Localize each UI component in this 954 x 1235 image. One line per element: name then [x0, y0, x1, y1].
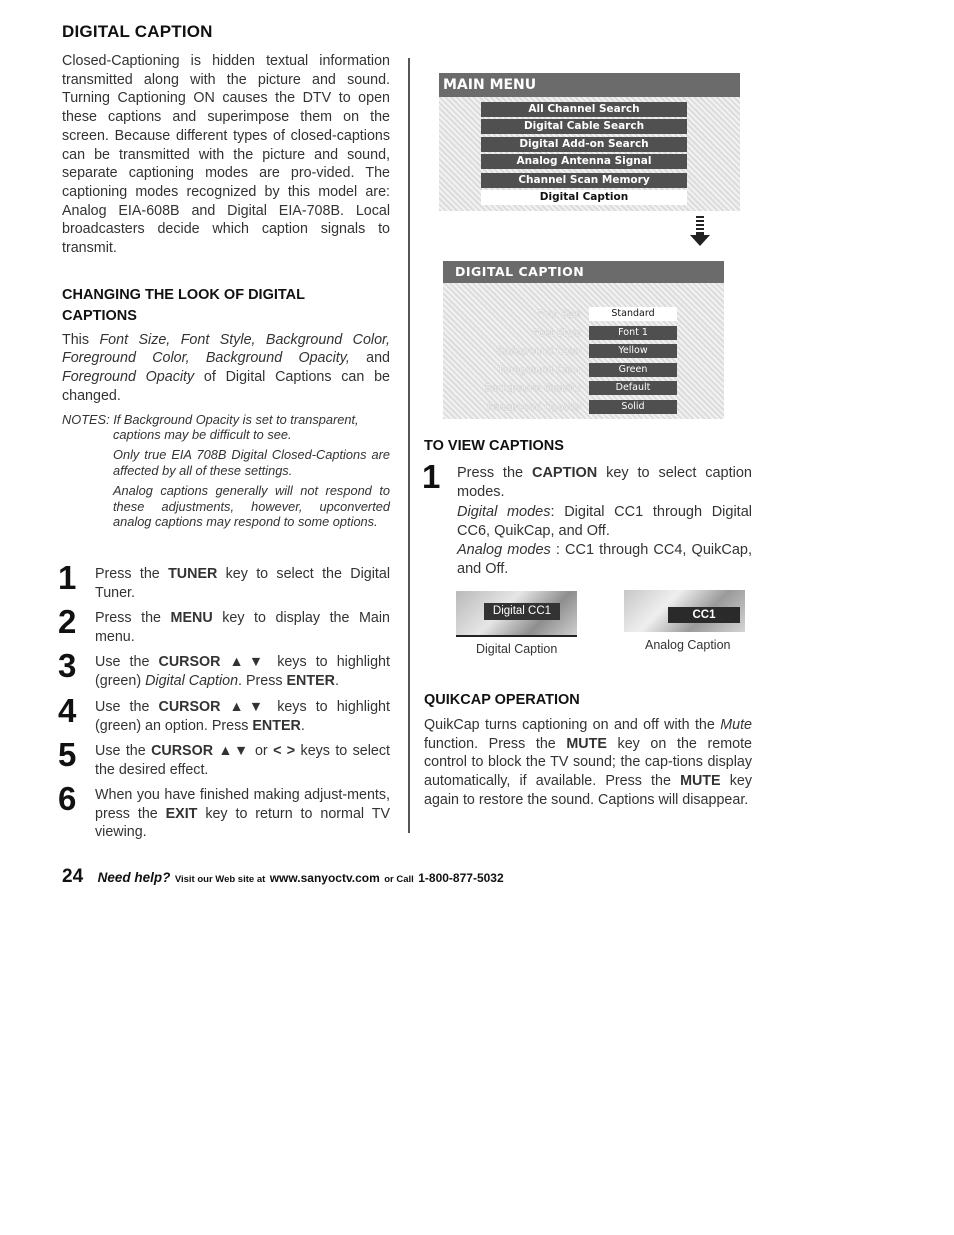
website-link[interactable]: www.sanyoctv.com — [269, 871, 380, 885]
step-text: key to return to normal TV viewing. — [95, 805, 390, 840]
note-1-lead: NOTES: If Background Opacity is set to transparent, — [62, 411, 359, 427]
cursor-key: CURSOR ▲▼ — [158, 699, 269, 715]
step-text: . — [334, 672, 339, 689]
option-foreground-opacity[interactable] — [443, 400, 723, 415]
caption-key: CAPTION — [531, 465, 598, 481]
cursor-key: CURSOR ▲▼ — [151, 743, 250, 759]
menu-item-digital-caption[interactable]: Digital Caption — [481, 190, 687, 205]
analog-modes-text: : CC1 through CC4, QuikCap, and Off. — [457, 542, 752, 578]
main-menu-screen — [439, 73, 740, 211]
option-value[interactable]: Default — [589, 381, 677, 395]
step-number: 1 — [422, 458, 441, 495]
analog-caption-thumbnail — [624, 590, 745, 632]
note-1-cont: captions may be difficult to see. — [113, 427, 292, 443]
step-text: When you have finished making adjust-ments, press the — [95, 787, 390, 822]
digital-caption-menu-title: DIGITAL CAPTION — [443, 261, 724, 283]
step-text: keys to highlight (green) an option. Press — [95, 699, 390, 734]
mute-function: Mute — [720, 717, 752, 733]
step-text: Press the — [95, 610, 171, 626]
quikcap-text: QuikCap turns captioning on and off with the — [424, 717, 721, 733]
look-options: Font Size, Font Style, Background Color, Foreground Color, Background Opacity, — [62, 331, 390, 367]
step-1 — [58, 559, 391, 602]
view-captions-title: TO VIEW CAPTIONS — [424, 438, 564, 454]
menu-item-digital-cable-search[interactable]: Digital Cable Search — [481, 119, 687, 134]
quikcap-text: function. Press the — [424, 735, 567, 752]
enter-key: ENTER — [252, 717, 301, 734]
column-divider — [408, 58, 410, 833]
step-3 — [58, 647, 390, 690]
step-text: Use the — [95, 654, 159, 670]
page-number: 24 — [62, 866, 84, 887]
step-4 — [58, 692, 390, 735]
option-label: Background Color — [496, 346, 581, 357]
note-3: Analog captions generally will not respond to these adjustments, however, upconverted analog captions may respond to some options. — [113, 482, 390, 530]
enter-key: ENTER — [286, 672, 335, 689]
step-number: 5 — [58, 736, 77, 773]
step-text: key to select the Digital Tuner. — [95, 566, 391, 601]
option-label: Background Opacity — [484, 383, 581, 394]
steps-list — [58, 559, 391, 845]
or-call-text: or Call — [384, 874, 414, 885]
step-number: 2 — [58, 603, 77, 640]
down-arrow-icon — [690, 214, 710, 248]
view-step-1 — [422, 458, 753, 580]
step-5 — [58, 736, 390, 779]
option-value[interactable]: Yellow — [589, 344, 677, 358]
digital-caption-label: Digital Caption — [476, 642, 558, 656]
step-text: Use the — [95, 699, 159, 715]
option-label: Foreground Color — [499, 365, 581, 376]
thumb-caption-box: CC1 — [668, 607, 740, 623]
menu-item-digital-addon-search[interactable]: Digital Add-on Search — [481, 137, 687, 152]
note-2: Only true EIA 708B Digital Closed-Captions are affected by all of these settings. — [113, 447, 390, 478]
option-font-style[interactable] — [443, 326, 723, 341]
step-text: keys to select the desired effect. — [95, 743, 390, 778]
digital-modes-label: Digital modes — [457, 503, 551, 520]
quikcap-paragraph — [424, 716, 752, 810]
step-number: 1 — [58, 559, 77, 596]
step-text: . Press — [238, 672, 287, 689]
quikcap-text: key again to restore the sound. Captions will disappear. — [424, 773, 752, 808]
subheading-line-1: CHANGING THE LOOK OF DIGITAL — [62, 286, 305, 303]
menu-key: MENU — [170, 610, 213, 626]
step-number: 6 — [58, 780, 77, 817]
look-this: This — [62, 331, 90, 348]
digital-caption-screen — [443, 261, 724, 419]
view-captions-section — [422, 436, 753, 578]
tuner-key: TUNER — [168, 566, 218, 582]
intro-paragraph: Closed-Captioning is hidden textual information transmitted along with the picture and sound. Turning Captioning ON causes the DTV to open these captions and superimpose them on the screen. Because different types of closed-captions can be transmitted with the picture and sound, separate captioning modes are pro-vided. The captioning modes recognized by this model are: Analog EIA-608B and Digital EIA-708B. Local broadcasters decide which caption signals to transmit. — [62, 53, 390, 257]
look-options-2: Foreground Opacity — [62, 369, 195, 386]
step-text: Use the — [95, 743, 152, 759]
quikcap-text: key on the remote control to block the TV sound; the cap-tions display automatically, if available. Press the — [424, 735, 752, 790]
analog-modes-label: Analog modes — [457, 542, 551, 559]
quikcap-title: QUIKCAP OPERATION — [424, 692, 580, 708]
option-value[interactable]: Solid — [589, 400, 677, 414]
thumb-caption-box: Digital CC1 — [484, 603, 560, 620]
section-title: DIGITAL CAPTION — [62, 22, 213, 41]
step-6 — [58, 780, 390, 842]
option-value[interactable]: Font 1 — [589, 326, 677, 340]
menu-item-channel-scan-memory[interactable]: Channel Scan Memory — [481, 173, 687, 188]
option-foreground-color[interactable] — [443, 363, 723, 378]
step-2 — [58, 603, 390, 646]
step-text: keys to highlight (green) — [95, 654, 390, 689]
phone-number: 1-800-877-5032 — [418, 871, 504, 885]
option-value[interactable]: Green — [589, 363, 677, 377]
look-paragraph — [62, 331, 390, 406]
left-column — [62, 22, 390, 530]
visit-text: Visit our Web site at — [174, 874, 266, 885]
menu-item-all-channel-search[interactable]: All Channel Search — [481, 102, 687, 117]
footer — [62, 866, 504, 888]
step-text: Press the — [95, 566, 169, 582]
need-help: Need help? — [97, 870, 171, 885]
option-font-size[interactable] — [443, 307, 723, 322]
menu-item-analog-antenna-signal[interactable]: Analog Antenna Signal — [481, 154, 687, 169]
view-text: key to select caption modes. — [457, 465, 752, 501]
digital-modes-text: : Digital CC1 through Digital CC6, QuikCap, and Off. — [457, 503, 753, 539]
step-text: or — [249, 743, 274, 759]
step-text: . — [300, 717, 305, 734]
digital-caption-thumbnail — [456, 591, 577, 637]
cursor-key: CURSOR ▲▼ — [158, 654, 269, 670]
option-value[interactable]: Standard — [589, 307, 677, 321]
mute-key: MUTE — [566, 735, 607, 752]
step-number: 3 — [58, 647, 77, 684]
arrow-keys: < > — [273, 743, 296, 759]
subheading-changing-look — [62, 285, 390, 327]
subheading-line-2: CAPTIONS — [62, 307, 137, 324]
option-label: Foreground Opacity — [487, 402, 581, 413]
digital-caption-ref: Digital Caption — [145, 672, 239, 689]
look-and: and — [366, 350, 390, 367]
step-number: 4 — [58, 692, 77, 729]
exit-key: EXIT — [165, 805, 198, 822]
option-label: Font Style — [533, 328, 581, 339]
main-menu-title: MAIN MENU — [439, 73, 740, 97]
quikcap-section — [424, 690, 752, 810]
option-background-opacity[interactable] — [443, 381, 723, 396]
step-text: key to display the Main menu. — [95, 610, 390, 645]
look-rest: of Digital Captions can be changed. — [62, 369, 390, 404]
view-text: Press the — [457, 465, 532, 481]
option-background-color[interactable] — [443, 344, 723, 359]
analog-caption-label: Analog Caption — [645, 638, 731, 652]
notes-block — [62, 412, 390, 531]
mute-key: MUTE — [680, 773, 721, 790]
option-label: Font Size — [537, 309, 581, 320]
